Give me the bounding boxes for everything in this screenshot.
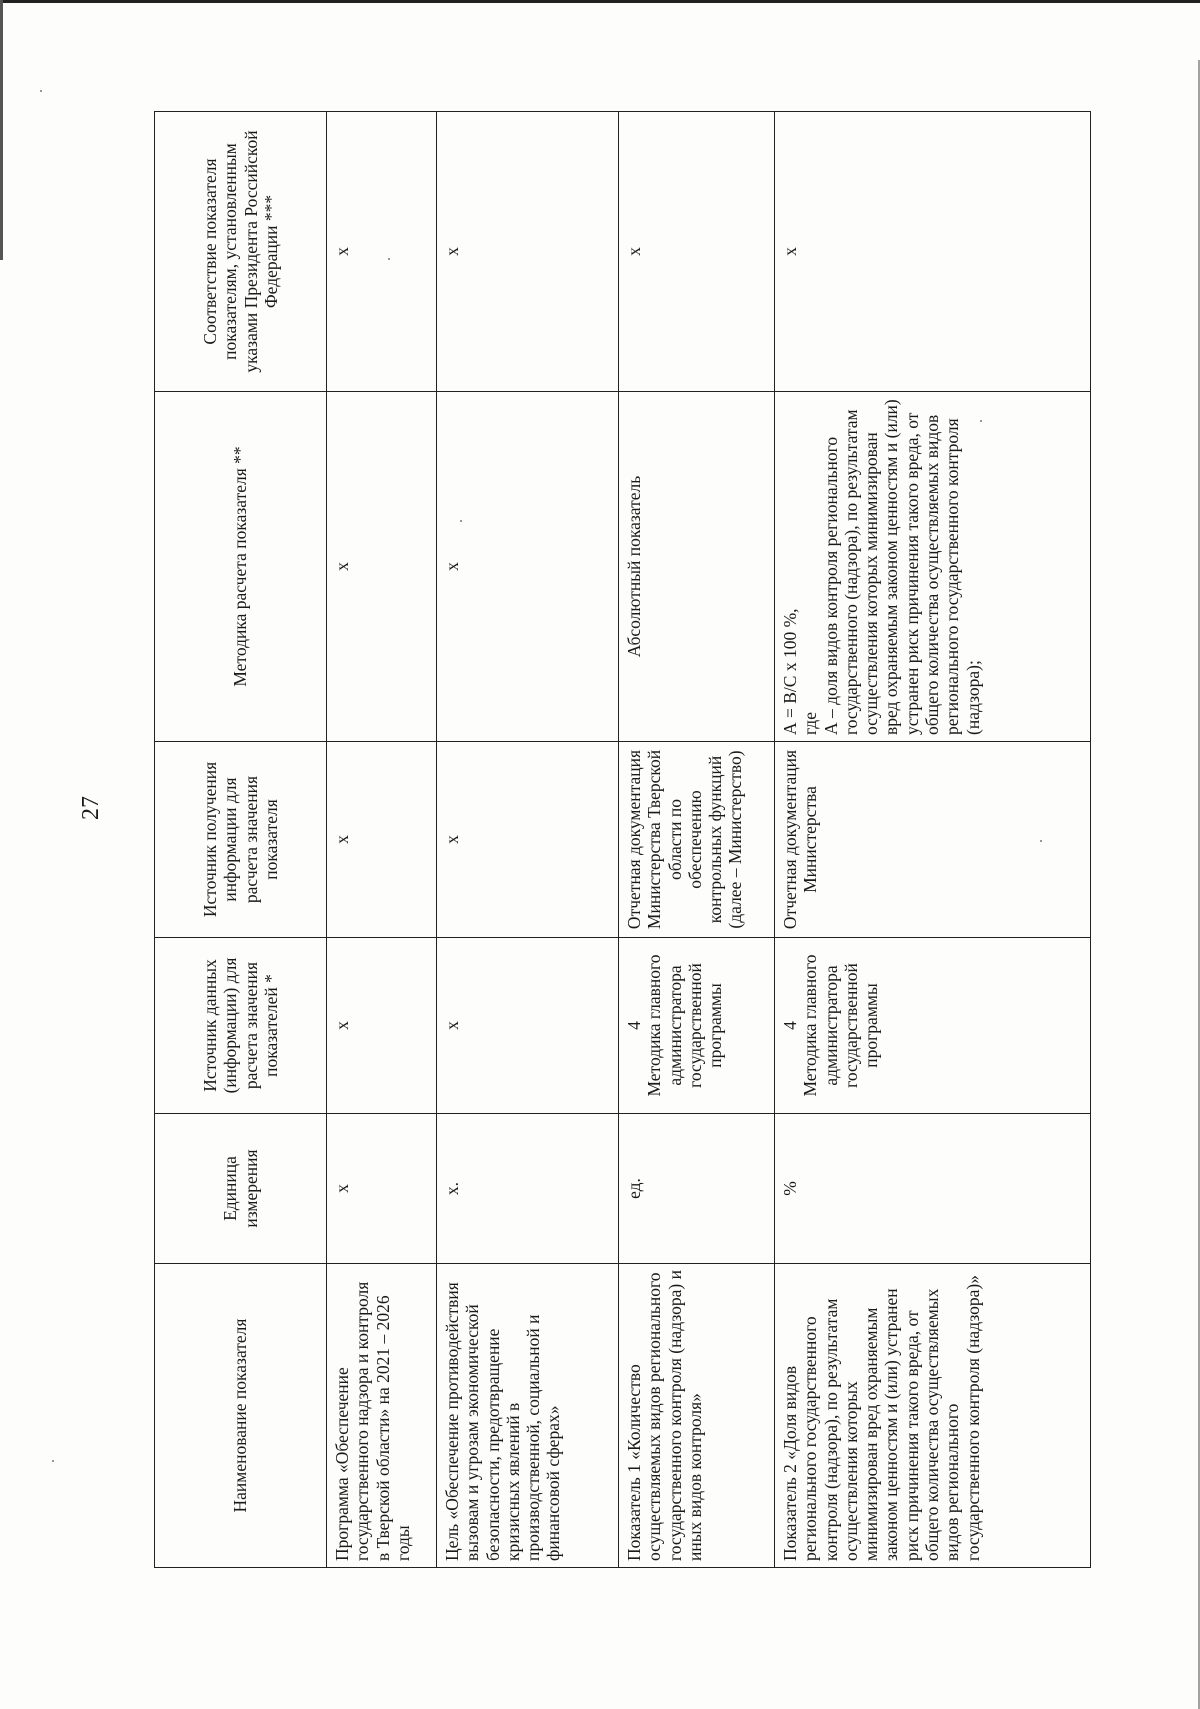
- table-row: [619, 112, 775, 1568]
- table-row: [775, 112, 1091, 1568]
- row-indicator2-compliance: х: [775, 112, 1091, 392]
- row-indicator1-data-source: [619, 938, 775, 1114]
- row-indicator1-method: Абсолютный показатель: [619, 392, 775, 742]
- scan-speck: [460, 520, 462, 522]
- row-indicator1-compliance: х: [619, 112, 775, 392]
- row-indicator2-data-source: [775, 938, 1091, 1114]
- row-indicator1-data-source-number: 4: [624, 1021, 644, 1030]
- row-indicator2-name: Показатель 2 «Доля видов регионального государственного контроля (надзора), по результатам осуществления которых минимизирован вред охраняемым законом ценностям и (или) устранен риск причинения такого вреда, от общего количества осуществляемых видов регионального государственного контроля (надзора)»: [775, 1264, 1091, 1568]
- row-indicator1-data-source-text: Методика главного администратора государственной программы: [644, 954, 726, 1097]
- row-indicator1-unit: ед.: [619, 1114, 775, 1264]
- header-unit: Единица измерения: [155, 1114, 327, 1264]
- row-program-data-source: х: [327, 938, 437, 1114]
- page-number: 27: [78, 796, 104, 820]
- header-compliance: Соответствие показателя показателям, установленным указами Президента Российской Федерации ***: [155, 112, 327, 392]
- scan-speck: [1040, 840, 1042, 842]
- header-info-source: Источник получения информации для расчета значения показателя: [155, 742, 327, 938]
- row-program-name: Программа «Обеспечение государственного надзора и контроля в Тверской области» на 2021 – 2026 годы: [327, 1264, 437, 1568]
- scan-edge-top: [0, 0, 1200, 3]
- row-goal-unit: х.: [437, 1114, 619, 1264]
- method-where: где: [800, 712, 821, 735]
- table-row: [437, 112, 619, 1568]
- table-header-row: [155, 112, 327, 1568]
- row-program-compliance: х: [327, 112, 437, 392]
- row-goal-info-source: х: [437, 742, 619, 938]
- scan-edge-left: [0, 0, 3, 260]
- header-method: Методика расчета показателя **: [155, 392, 327, 742]
- row-indicator2-unit: %: [775, 1114, 1091, 1264]
- row-indicator2-method: [775, 392, 1091, 742]
- scan-speck: [980, 420, 982, 422]
- row-program-method: х: [327, 392, 437, 742]
- row-indicator1-info-source: Отчетная документация Министерства Тверской области по обеспечению контрольных функций (далее – Министерство): [619, 742, 775, 938]
- row-indicator2-info-source: Отчетная документация Министерства: [775, 742, 1091, 938]
- row-goal-name: Цель «Обеспечение противодействия вызовам и угрозам экономической безопасности, предотвращение кризисных явлений в производственной, социальной и финансовой сферах»: [437, 1264, 619, 1568]
- header-indicator-name: Наименование показателя: [155, 1264, 327, 1568]
- method-formula: А = В/С х 100 %,: [780, 608, 800, 735]
- scan-speck: [388, 258, 390, 260]
- row-indicator2-data-source-number: 4: [780, 1021, 800, 1030]
- scan-speck: [40, 90, 42, 92]
- row-goal-compliance: х: [437, 112, 619, 392]
- row-program-unit: х: [327, 1114, 437, 1264]
- row-indicator1-name: Показатель 1 «Количество осуществляемых видов регионального государственного контроля (надзора) и иных видов контроля»: [619, 1264, 775, 1568]
- table-row: [327, 112, 437, 1568]
- indicators-table: [154, 111, 1091, 1568]
- method-description: А – доля видов контроля регионального государственного (надзора), по результатам осуществления которых минимизирован вред охраняемым законом ценностям и (или) устранен риск причинения такого вреда, от общего количества осуществляемых видов регионального государственного контроля (надзора);: [820, 399, 983, 735]
- rotated-page-content: [154, 112, 1090, 1568]
- header-data-source: Источник данных (информации) для расчета значения показателей *: [155, 938, 327, 1114]
- row-goal-method: х: [437, 392, 619, 742]
- row-program-info-source: х: [327, 742, 437, 938]
- scan-speck: [52, 1460, 54, 1462]
- row-indicator2-data-source-text: Методика главного администратора государственной программы: [800, 954, 882, 1097]
- row-goal-data-source: х: [437, 938, 619, 1114]
